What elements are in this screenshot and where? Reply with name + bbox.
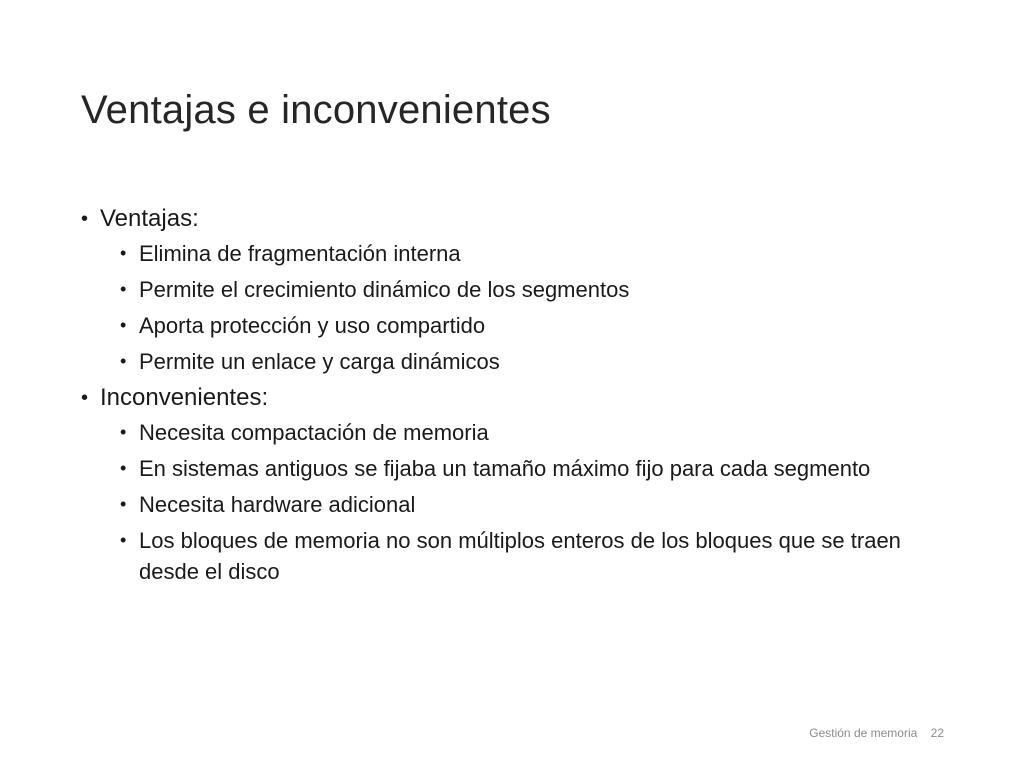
list-item — [120, 489, 961, 520]
bullet-list — [81, 204, 961, 587]
section-heading: Ventajas: — [100, 205, 199, 232]
section-ventajas — [81, 204, 961, 377]
slide-title: Ventajas e inconvenientes — [81, 88, 551, 132]
list-item-text: Permite el crecimiento dinámico de los segmentos — [139, 277, 630, 302]
sub-bullet-list — [100, 417, 961, 587]
bullet-icon: • — [120, 458, 127, 478]
bullet-icon: • — [120, 315, 127, 335]
list-item-text: Los bloques de memoria no son múltiplos enteros de los bloques que se traen desde el disco — [139, 528, 901, 584]
list-item-text: En sistemas antiguos se fijaba un tamaño máximo fijo para cada segmento — [139, 456, 871, 481]
bullet-icon: • — [120, 279, 127, 299]
footer-section-label: Gestión de memoria — [809, 726, 918, 740]
list-item-text: Necesita compactación de memoria — [139, 420, 489, 445]
list-item — [120, 453, 961, 484]
sub-bullet-list — [100, 238, 961, 377]
list-item-text: Aporta protección y uso compartido — [139, 313, 486, 338]
section-heading: Inconvenientes: — [100, 384, 269, 411]
list-item — [120, 310, 961, 341]
bullet-icon: • — [120, 494, 127, 514]
list-item — [120, 238, 961, 269]
list-item-text: Permite un enlace y carga dinámicos — [139, 349, 500, 374]
bullet-icon: • — [120, 351, 127, 371]
list-item — [120, 346, 961, 377]
section-inconvenientes — [81, 383, 961, 587]
bullet-icon: • — [120, 243, 127, 263]
slide-footer — [809, 726, 944, 740]
bullet-icon: • — [81, 387, 89, 409]
bullet-icon: • — [120, 422, 127, 442]
list-item — [120, 274, 961, 305]
list-item-text: Necesita hardware adicional — [139, 492, 416, 517]
slide-content — [81, 204, 961, 593]
bullet-icon: • — [120, 530, 127, 550]
list-item-text: Elimina de fragmentación interna — [139, 241, 461, 266]
page-number: 22 — [930, 726, 944, 740]
bullet-icon: • — [81, 208, 89, 230]
list-item — [120, 525, 961, 587]
list-item — [120, 417, 961, 448]
